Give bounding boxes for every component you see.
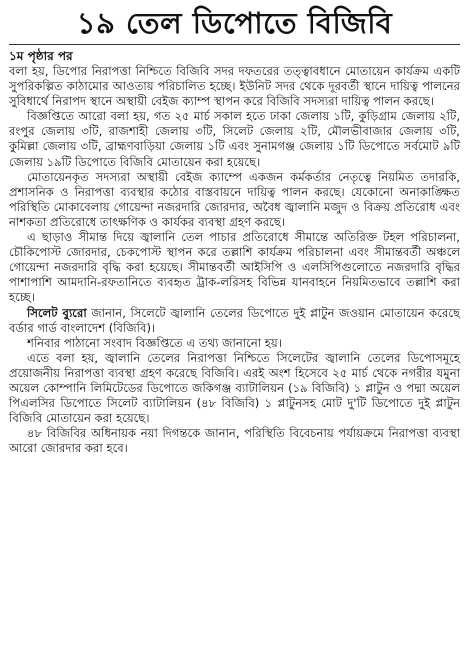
paragraph-5-text: জানান, সিলেটে জ্বালানি তেলের ডিপোতে দুই প্লাটুন জওয়ান মোতায়েন করেছে বর্ডার গার্ড বাংলাদেশ (বিজিবি)। [9,305,461,335]
continued-from-label: ১ম পৃষ্ঠার পর [9,49,73,63]
paragraph-2: বিজ্ঞপ্তিতে আরো বলা হয়, গত ২৫ মার্চ সকাল হতে ঢাকা জেলায় ১টি, কুড়িগ্রাম জেলায় ২টি, রংপুর জেলায় ৩টি, রাজশাহী জেলায় ৩টি, সিলেট জেলায় ২টি, মৌলভীবাজার জেলায় ৩টি, কুমিল্লা জেলায় ৩টি, ব্রাহ্মণবাড়িয়া জেলায় ১টি এবং সুনামগঞ্জ জেলায় ১টি ডিপোতে সর্বমোট ৯টি জেলায় ১৯টি ডিপোতে বিজিবি মোতায়েন করা হয়েছে। [9,109,460,169]
paragraph-1: বলা হয়, ডিপোর নিরাপত্তা নিশ্চিতে বিজিবি সদর দফতরের তত্ত্বাবধানে মোতায়েন কার্যক্রম একটি সুপরিকল্পিত কাঠামোর আওতায় পরিচালিত হচ্ছে। ইউনিট সদর থেকে দূরবর্তী স্থানে দায়িত্ব পালনের সুবিধার্থে নিরাপদ স্থানে অস্থায়ী বেইজ ক্যাম্প স্থাপন করে বিজিবি সদস্যরা দায়িত্ব পালন করছে। [9,64,460,109]
paragraph-6: শনিবার পাঠানো সংবাদ বিজ্ঞপ্তিতে এ তথ্য জানানো হয়। [27,335,282,350]
paragraph-4: এ ছাড়াও সীমান্ত দিয়ে জ্বালানি তেল পাচার প্রতিরোধে সীমান্তে অতিরিক্ত টহল পরিচালনা, চৌকিপোস্ট জোরদার, চেকপোস্ট স্থাপন করে তল্লাশি কার্যক্রম পরিচালনা এবং সীমান্তবর্তী অঞ্চলে গোয়েন্দা নজরদারি বৃদ্ধি করা হয়েছে। সীমান্তবর্তী আইসিপি ও এলসিপিগুলোতে নজরদারি বৃদ্ধির পাশাপাশি আমদানি-রফতানিতে ব্যবহৃত ট্রাক-লরিসহ বিভিন্ন যানবাহনে নিয়মিতভাবে তল্লাশি করা হচ্ছে। [9,230,460,305]
article-body [9,64,460,456]
paragraph-7: এতে বলা হয়, জ্বালানি তেলের নিরাপত্তা নিশ্চিতে সিলেটের জ্বালানি তেলের ডিপোসমূহে প্রয়োজনীয় নিরাপত্তা ব্যবস্থা গ্রহণ করেছে বিজিবি। এরই অংশ হিসেবে ২৫ মার্চ থেকে নগরীর যমুনা অয়েল কোম্পানি লিমিটেডের ডিপোতে জকিগঞ্জ ব্যাটালিয়ন (১৯ বিজিবি) ১ প্লাটুন ও পদ্মা অয়েল পিএলসির ডিপোতে সিলেট ব্যাটালিয়ন (৪৮ বিজিবি) ১ প্লাটুনসহ মোট দু'টি ডিপোতে দুই প্লাটুন বিজিবি মোতায়েন করা হয়েছে। [9,350,460,426]
headline: ১৯ তেল ডিপোতে বিজিবি [76,6,393,40]
headline-divider [9,44,460,45]
paragraph-8: ৪৮ বিজিবির অধিনায়ক নয়া দিগন্তকে জানান, পরিস্থিতি বিবেচনায় পর্যায়ক্রমে নিরাপত্তা ব্যবস্থা আরো জোরদার করা হবে। [9,426,460,456]
paragraph-3: মোতায়েনকৃত সদস্যরা অস্থায়ী বেইজ ক্যাম্পে একজন কর্মকর্তার নেতৃত্বে নিয়মিত তদারকি, প্রশাসনিক ও নিরাপত্তা ব্যবস্থার কঠোর বাস্তবায়নে দায়িত্ব পালন করছে। যেকোনো অনাকাঙ্ক্ষিত পরিস্থিতি মোকাবেলায় গোয়েন্দা নজরদারি জোরদার, অবৈধ জ্বালানি মজুদ ও বিক্রয় প্রতিরোধ এবং নাশকতা প্রতিরোধে তাৎক্ষণিক ও কার্যকর ব্যবস্থা গ্রহণ করছে। [9,169,460,229]
paragraph-5 [9,306,460,336]
sylhet-bureau-label: সিলেট ব্যুরো [27,305,87,320]
